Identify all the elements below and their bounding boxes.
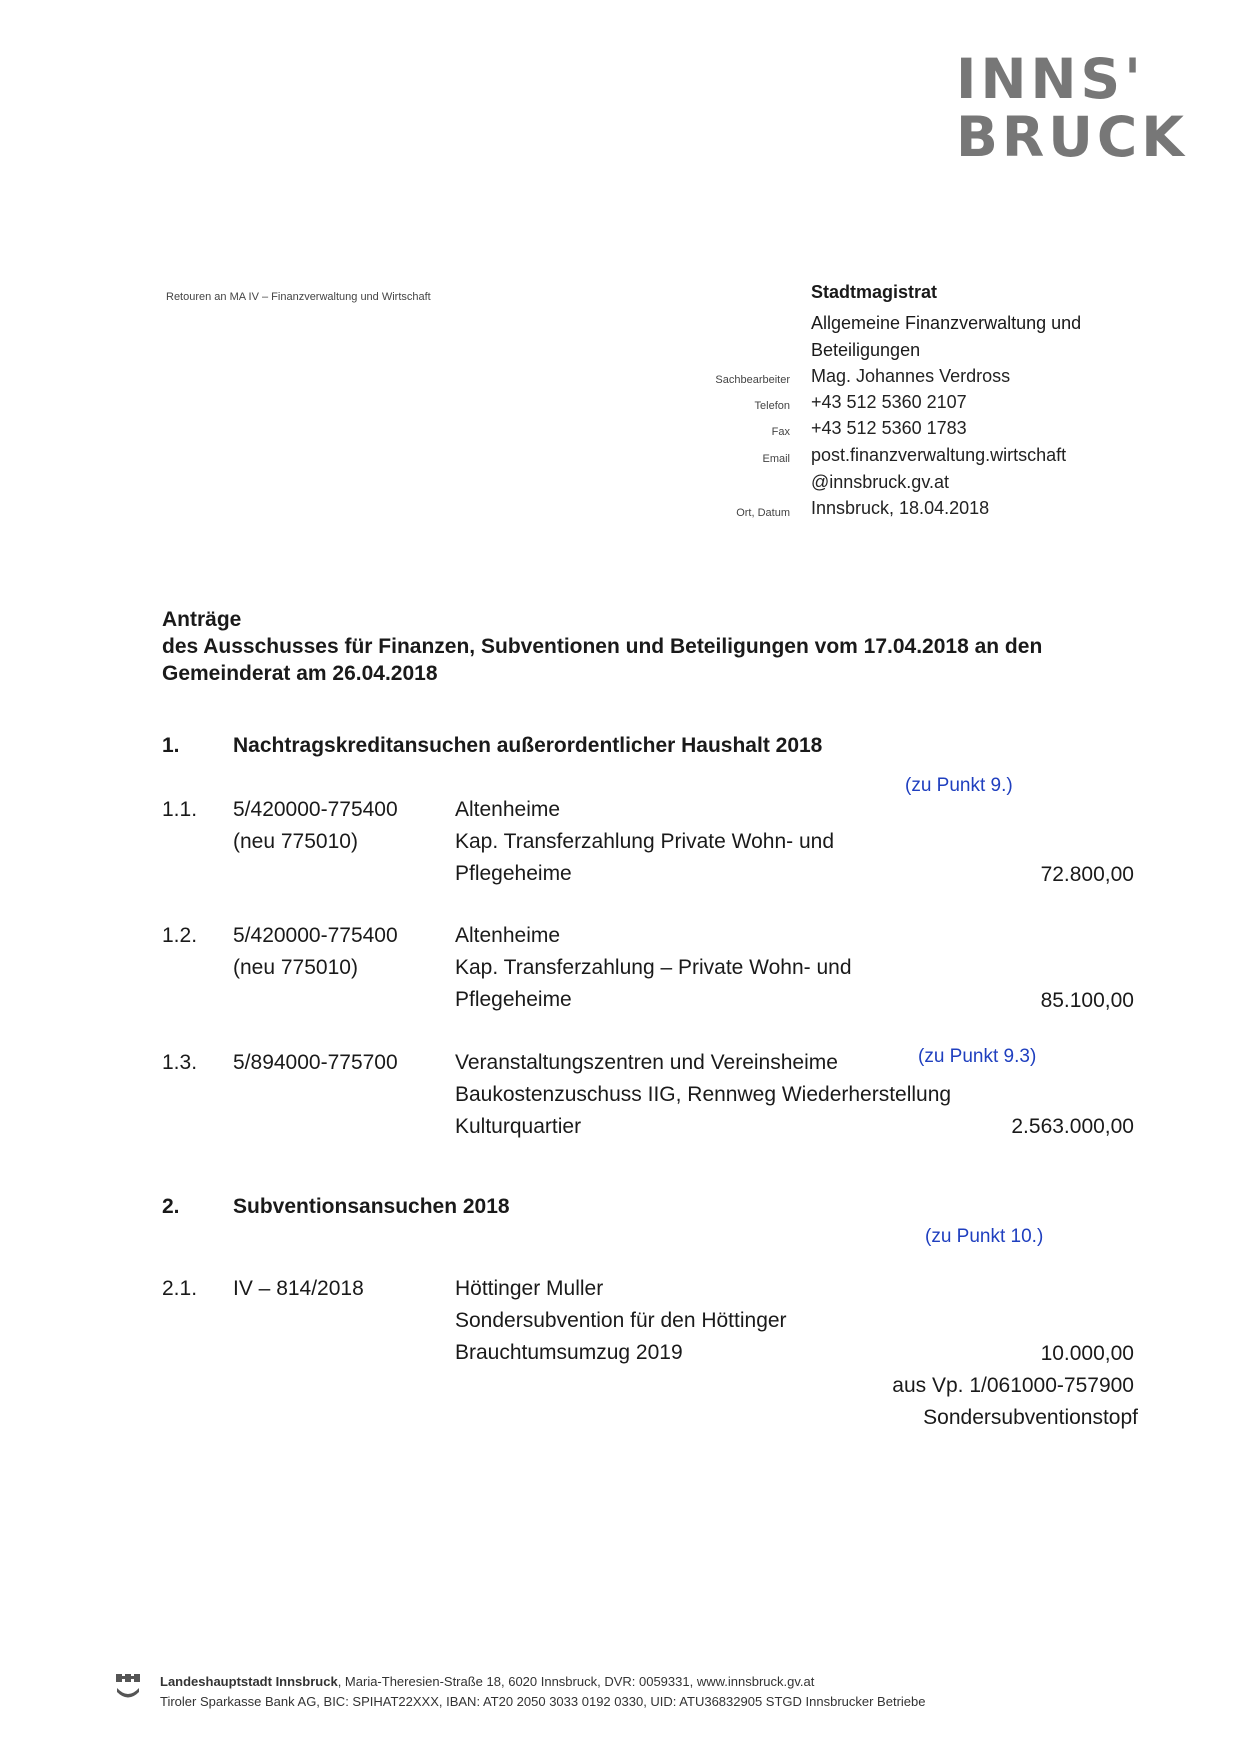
item-2-1-desc-line-1: Höttinger Muller [455,1277,604,1300]
item-1-1-number: 1.1. [162,798,198,821]
item-2-1-code [233,1273,364,1305]
title-line-1: Anträge [162,608,242,631]
item-1-2-code-line-2: (neu 775010) [233,956,358,979]
item-1-1-desc-line-1: Altenheime [455,798,561,821]
section-2-number: 2. [162,1195,180,1218]
value-ort-datum: Innsbruck, 18.04.2018 [811,498,990,518]
document-title [162,606,1142,687]
item-1-1-amount: 72.800,00 [1040,863,1134,886]
item-1-2-amount: 85.100,00 [1040,989,1134,1012]
footer-city-name: Landeshauptstadt Innsbruck [160,1674,338,1689]
item-1-3-desc-line-3: Kulturquartier [455,1115,582,1138]
item-1-3-amount: 2.563.000,00 [1011,1115,1134,1138]
item-2-1-desc-line-3: Brauchtumsumzug 2019 [455,1341,683,1364]
section-1-number: 1. [162,734,180,757]
logo-line-2: BRUCK [956,105,1188,169]
item-2-1-code-line-1: IV – 814/2018 [233,1277,364,1300]
item-1-1-desc-line-3: Pflegeheime [455,862,572,885]
item-2-1-number: 2.1. [162,1277,198,1300]
item-2-1-source-line-1: aus Vp. 1/061000-757900 [892,1374,1134,1397]
item-2-1-source-line-2: Sondersubventionstopf [923,1406,1138,1429]
section-1-title: Nachtragskreditansuchen außerordentlicher Haushalt 2018 [233,734,823,757]
item-1-2-desc-line-3: Pflegeheime [455,988,572,1011]
item-1-2-desc-line-1: Altenheime [455,924,561,947]
item-1-3-reference: (zu Punkt 9.3) [918,1046,1037,1067]
title-line-2: des Ausschusses für Finanzen, Subventionen und Beteiligungen vom 17.04.2018 an den [162,635,1043,658]
innsbruck-logo [956,47,1188,169]
item-1-1-code-line-1: 5/420000-775400 [233,798,398,821]
section-2-title: Subventionsansuchen 2018 [233,1195,510,1218]
value-fax: +43 512 5360 1783 [811,418,967,438]
footer-address: , Maria-Theresien-Straße 18, 6020 Innsbruck, DVR: 0059331, www.innsbruck.gv.at [337,1674,815,1689]
value-telefon: +43 512 5360 2107 [811,392,967,412]
item-1-2-code-line-1: 5/420000-775400 [233,924,398,947]
sender-department: Allgemeine Finanzverwaltung und Beteiligungen [811,313,1082,360]
city-emblem-icon [114,1672,142,1702]
item-1-3-number: 1.3. [162,1051,198,1074]
section-2-reference: (zu Punkt 10.) [925,1226,1044,1247]
label-fax: Fax [771,426,790,438]
label-telefon: Telefon [754,400,790,412]
item-1-3-code-line-1: 5/894000-775700 [233,1051,398,1074]
item-2-1-desc-line-2: Sondersubvention für den Höttinger [455,1309,787,1332]
title-line-3: Gemeinderat am 26.04.2018 [162,662,438,685]
section-1-reference: (zu Punkt 9.) [905,775,1013,796]
label-sachbearbeiter: Sachbearbeiter [715,374,790,386]
value-email-domain: @innsbruck.gv.at [811,472,949,492]
item-1-1-code-line-2: (neu 775010) [233,830,358,853]
footer-line-1 [160,1674,814,1689]
value-email: post.finanzverwaltung.wirtschaft [811,445,1067,465]
label-email: Email [762,453,790,465]
item-1-1-desc-line-2: Kap. Transferzahlung Private Wohn- und [455,830,834,853]
item-1-2-number: 1.2. [162,924,198,947]
item-2-1-amount: 10.000,00 [1040,1342,1134,1365]
item-1-3-desc-line-1: Veranstaltungszentren und Vereinsheime [455,1051,838,1074]
item-1-2-desc-line-2: Kap. Transferzahlung – Private Wohn- und [455,956,852,979]
return-address: Retouren an MA IV – Finanzverwaltung und Wirtschaft [166,291,431,303]
item-1-3-code [233,1047,398,1079]
item-1-2-code [233,920,398,984]
logo-line-1: INNS' [956,47,1145,111]
sender-office: Stadtmagistrat [811,282,938,302]
value-sachbearbeiter: Mag. Johannes Verdross [811,366,1011,386]
label-ort-datum: Ort, Datum [736,507,790,519]
item-1-3-desc-line-2: Baukostenzuschuss IIG, Rennweg Wiederherstellung [455,1083,952,1106]
footer-line-2: Tiroler Sparkasse Bank AG, BIC: SPIHAT22XXX, IBAN: AT20 2050 3033 0192 0330, UID: ATU36832905 STGD Innsbrucker Betriebe [160,1694,926,1709]
item-1-1-code [233,794,398,858]
